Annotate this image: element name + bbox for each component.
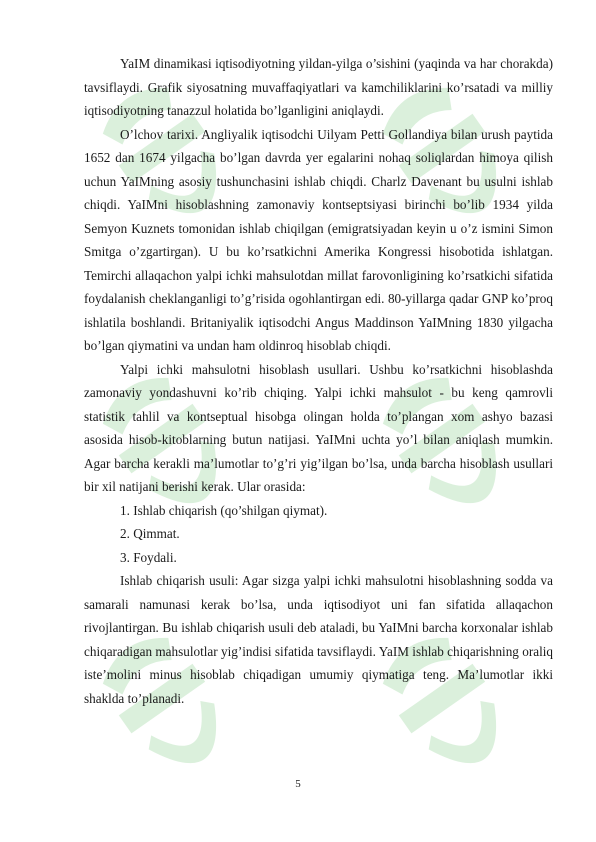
document-body	[84, 52, 553, 710]
paragraph: Ishlab chiqarish usuli: Agar sizga yalpi ichki mahsulotni hisoblashning sodda va samarali namunasi kerak bo’lsa, unda iqtisodiyot uni fan sifatida allaqachon rivojlantirgan. Bu ishlab chiqarish usuli deb ataladi, bu YaIMni barcha korxonalar ishlab chiqaradigan mahsulotlar yig’indisi sifatida tavsiflaydi. YaIM ishlab chiqarishning oraliq iste’molini minus hisoblab chiqadigan umumiy qiymatiga teng. Ma’lumotlar ikki shaklda to’planadi.	[84, 573, 553, 706]
page-number: 5	[295, 778, 301, 790]
paragraph: Yalpi ichki mahsulotni hisoblash usullari. Ushbu ko’rsatkichni hisoblashda zamonaviy yondashuvni ko’rib chiqing. Yalpi ichki mahsulot - bu keng qamrovli statistik tahlil va kontseptual hisobga olingan holda to’plangan xom ashyo bazasi asosida hisob-kitoblarning butun natijasi. YaIMni uchta yo’l bilan aniqlash mumkin. Agar barcha kerakli ma’lumotlar to’g’ri yig’ilgan bo’lsa, unda barcha hisoblash usullari bir xil natijani berishi kerak. Ular orasida:	[84, 361, 553, 494]
paragraph: YaIM dinamikasi iqtisodiyotning yildan-yilga o’sishini (yaqinda va har chorakda) tavsiflaydi. Grafik siyosatning muvaffaqiyatlari va kamchiliklarini ko’rsatadi va milliy iqtisodiyotning tanazzul holatida bo’lganligini aniqlaydi.	[84, 56, 553, 118]
list-item: 2. Qimmat.	[120, 526, 180, 541]
list-item: 1. Ishlab chiqarish (qo’shilgan qiymat).	[120, 502, 328, 518]
list-item: 3. Foydali.	[120, 549, 177, 565]
paragraph: O’lchov tarixi. Angliyalik iqtisodchi Uilyam Petti Gollandiya bilan urush paytida 1652 dan 1674 yilgacha bo’lgan davrda yer egalarini nohaq soliqlardan himoya qilish uchun YaIMning asosiy tushunchasini ishlab chiqdi. Charlz Davenant bu usulni ishlab chiqdi. YaIMni hisoblashning zamonaviy kontseptsiyasi birinchi bo’lib 1934 yilda Semyon Kuznets tomonidan ishlab chiqilgan (emigratsiyadan keyin u o’z ismini Simon Smitga o’zgartirgan). U bu ko’rsatkichni Amerika Kongressi hisobotida ishlatgan. Temirchi allaqachon yalpi ichki mahsulotdan millat farovonligining ko’rsatkichi sifatida foydalanish cheklanganligi to’g’risida ogohlantirgan edi. 80-yillarga qadar GNP ko’proq ishlatila boshlandi. Britaniyalik iqtisodchi Angus Maddinson YaIMning 1830 yilgacha bo’lgan qiymatini va undan ham oldinroq hisoblab chiqdi.	[84, 126, 553, 353]
